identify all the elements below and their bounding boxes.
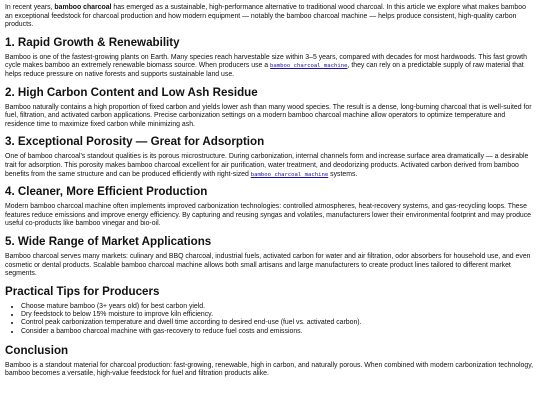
bamboo-charcoal-machine-link[interactable]: bamboo charcoal machine: [250, 171, 329, 178]
section-1-text-end: , they can rely on a predictable supply of raw material that helps reduce pressure on native forests and supports sustainable land use.: [5, 62, 524, 78]
section-3-heading: 3. Exceptional Porosity — Great for Adsorption: [5, 135, 265, 149]
section-3-text-start: One of bamboo charcoal's standout qualities is its porous microstructure. During carbonization, internal channels form and increase surface area dramatically — a desirable trait for adsorption. This porosity makes bamboo charcoal excellent for air purification, water treatment, and deodorizing products. Activated carbon derived from bamboo benefits from the same structure and can be produced efficiently with right-sized: [5, 153, 529, 178]
intro-paragraph: [5, 4, 535, 30]
section-1-heading: 1. Rapid Growth & Renewability: [5, 35, 180, 49]
conclusion-paragraph: Bamboo is a standout material for charcoal production: fast-growing, renewable, high in carbon, and naturally porous. When combined with modern carbonization technology, bamboo becomes a versatile, high-value feedstock for fuel and filtration products alike.: [5, 361, 534, 378]
section-3-paragraph: [5, 153, 535, 179]
list-item: • Consider a bamboo charcoal machine with gas-recovery to reduce fuel costs and emissions.: [21, 328, 535, 336]
section-5-paragraph: Bamboo charcoal serves many markets: culinary and BBQ charcoal, industrial fuels, activated carbon for water and air filtration, odor absorbers for household use, and even cosmetic or dental products. Scalable bamboo charcoal machine allows both small artisans and large manufacturers to create product lines tailored to different market segments.: [5, 252, 531, 278]
intro-text-end: has emerged as a sustainable, high-performance alternative to traditional wood charcoal. In this article we explore what makes bamboo an exceptional feedstock for charcoal production and how modern equipment — notably the bamboo charcoal machine — helps produce consistent, high-quality carbon products.: [5, 4, 526, 29]
intro-bold-term: bamboo charcoal: [54, 4, 112, 11]
section-5-heading: 5. Wide Range of Market Applications: [5, 234, 212, 248]
section-3-text-end: systems.: [328, 170, 358, 178]
tips-heading: Practical Tips for Producers: [5, 284, 160, 298]
section-4-heading: 4. Cleaner, More Efficient Production: [5, 185, 208, 199]
list-item: • Dry feedstock to below 15% moisture to improve kiln efficiency.: [21, 311, 535, 319]
section-4-paragraph: Modern bamboo charcoal machine often implements improved carbonization technologies: controlled atmospheres, heat-recovery systems, and gas-recycling loops. These features reduce emissions and improve energy efficiency. By capturing and reusing syngas and volatiles, manufacturers lower their environmental footprint and may produce useful co-products like bamboo vinegar and bio-oil.: [5, 203, 532, 228]
section-2-paragraph: Bamboo naturally contains a high proportion of fixed carbon and yields lower ash than many wood species. The result is a dense, long-burning charcoal that is well-suited for fuel, filtration, and activated carbon applications. Precise carbonization settings on a modern bamboo charcoal machine allow operators to optimize temperature and residence time to maximize fixed carbon while minimizing ash.: [5, 103, 532, 128]
section-1-paragraph: [5, 54, 535, 80]
bamboo-charcoal-machine-link[interactable]: bamboo charcoal machine: [270, 63, 348, 70]
list-item: • Control peak carbonization temperature and dwell time according to desired end-use (fuel vs. activated carbon).: [21, 319, 535, 327]
section-2-heading: 2. High Carbon Content and Low Ash Residue: [5, 85, 258, 99]
tips-list: [5, 303, 535, 336]
list-item: • Choose mature bamboo (3+ years old) for best carbon yield.: [21, 303, 535, 311]
section-1-text-start: Bamboo is one of the fastest-growing plants on Earth. Many species reach harvestable size within 3–5 years, compared with decades for most hardwoods. This fast growth cycle makes bamboo an extremely renewable biomass source. When producers use a: [5, 53, 527, 70]
conclusion-heading: Conclusion: [5, 343, 69, 357]
intro-text-start: In recent years,: [5, 4, 55, 11]
